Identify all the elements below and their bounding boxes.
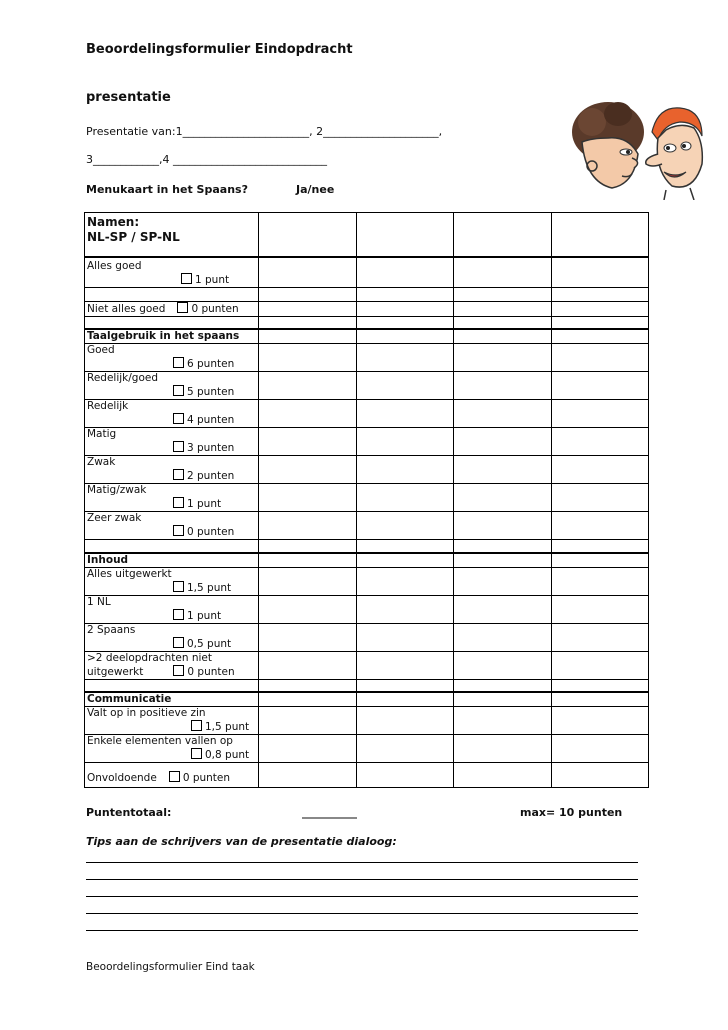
section-heading-inhoud: Inhoud — [85, 553, 259, 568]
section-heading-communicatie: Communicatie — [85, 692, 259, 707]
criterion-label: Redelijk — [87, 400, 129, 412]
tips-line[interactable] — [86, 879, 638, 880]
tips-line[interactable] — [86, 930, 638, 931]
checkbox-icon[interactable] — [169, 771, 180, 782]
checkbox-icon[interactable] — [173, 385, 184, 396]
presenters-line-1: Presentatie van:1_______________________, 2_____________________, — [86, 125, 443, 138]
checkbox-icon[interactable] — [181, 273, 192, 284]
criterion-label: Onvoldoende — [87, 772, 157, 784]
table-header-row — [85, 213, 649, 257]
criterion-label: Zeer zwak — [87, 512, 142, 524]
checkbox-icon[interactable] — [177, 302, 188, 313]
criterion-label: Matig — [87, 428, 117, 440]
criterion-option: 1 punt — [87, 273, 256, 287]
checkbox-icon[interactable] — [191, 748, 202, 759]
section-heading-taalgebruik: Taalgebruik in het spaans — [85, 329, 259, 344]
page-footer: Beoordelingsformulier Eind taak — [86, 961, 255, 973]
menukaart-question: Menukaart in het Spaans? — [86, 183, 248, 196]
checkbox-icon[interactable] — [173, 413, 184, 424]
tips-line[interactable] — [86, 896, 638, 897]
criterion-label: Matig/zwak — [87, 484, 147, 496]
presenters-line-2: 3____________,4 ____________________________ — [86, 153, 327, 166]
checkbox-icon[interactable] — [173, 637, 184, 648]
student-name-cell[interactable] — [356, 213, 454, 257]
criterion-label: 1 NL — [87, 595, 111, 608]
student-name-cell[interactable] — [454, 213, 552, 257]
document-title: Beoordelingsformulier Eindopdracht — [86, 42, 353, 57]
menukaart-answer: Ja/nee — [296, 183, 335, 196]
evaluation-table: Namen: NL-SP / SP-NL Alles goed 1 punt Niet alles goed 0 punten Taalgebruik in het spaans Goed 6 punten Redelijk/goed 5 punten Redelijk 4 punten Matig 3 punten Zwak 2 punten Matig/zwak 1 punt Zeer zwak 0 punten Inhoud Alles uitgewerkt 1,5 punt 1 NL 1 punt 2 Spaans 0,5 punt >2 deelopdrachten niet uitgewerkt 0 punten Communicatie Valt op in positieve zin 1,5 punt Enkele elementen vallen op 0,8 punt Onvoldoende 0 punten — [84, 212, 649, 788]
checkbox-icon[interactable] — [191, 720, 202, 731]
cartoon-faces-illustration — [568, 92, 708, 200]
max-points: max= 10 punten — [520, 806, 623, 819]
table-row — [85, 257, 649, 288]
criterion-label: Goed — [87, 344, 115, 356]
criterion-label: Enkele elementen vallen op — [87, 735, 233, 747]
criterion-label: Niet alles goed — [87, 302, 166, 315]
puntentotaal-label: Puntentotaal: — [86, 806, 172, 819]
criterion-label: Valt op in positieve zin — [87, 707, 206, 719]
checkbox-icon[interactable] — [173, 357, 184, 368]
checkbox-icon[interactable] — [173, 665, 184, 676]
direction-header: NL-SP / SP-NL — [87, 230, 180, 244]
criterion-label: Alles uitgewerkt — [87, 567, 172, 580]
table-row: Niet alles goed 0 punten — [85, 301, 649, 316]
student-name-cell[interactable] — [259, 213, 357, 257]
checkbox-icon[interactable] — [173, 469, 184, 480]
criterion-label: Alles goed — [87, 259, 142, 272]
puntentotaal-blank[interactable]: __________ — [302, 806, 357, 819]
criterion-label: >2 deelopdrachten niet — [87, 651, 212, 664]
tips-heading: Tips aan de schrijvers van de presentatie dialoog: — [86, 835, 397, 848]
tips-line[interactable] — [86, 913, 638, 914]
criterion-label: Redelijk/goed — [87, 372, 158, 384]
tips-line[interactable] — [86, 862, 638, 863]
criterion-label: 2 Spaans — [87, 623, 136, 636]
checkbox-icon[interactable] — [173, 581, 184, 592]
names-header: Namen: — [87, 215, 140, 229]
student-name-cell[interactable] — [551, 213, 649, 257]
document-subtitle: presentatie — [86, 90, 171, 105]
checkbox-icon[interactable] — [173, 525, 184, 536]
checkbox-icon[interactable] — [173, 441, 184, 452]
checkbox-icon[interactable] — [173, 497, 184, 508]
criterion-label: Zwak — [87, 456, 116, 468]
checkbox-icon[interactable] — [173, 609, 184, 620]
